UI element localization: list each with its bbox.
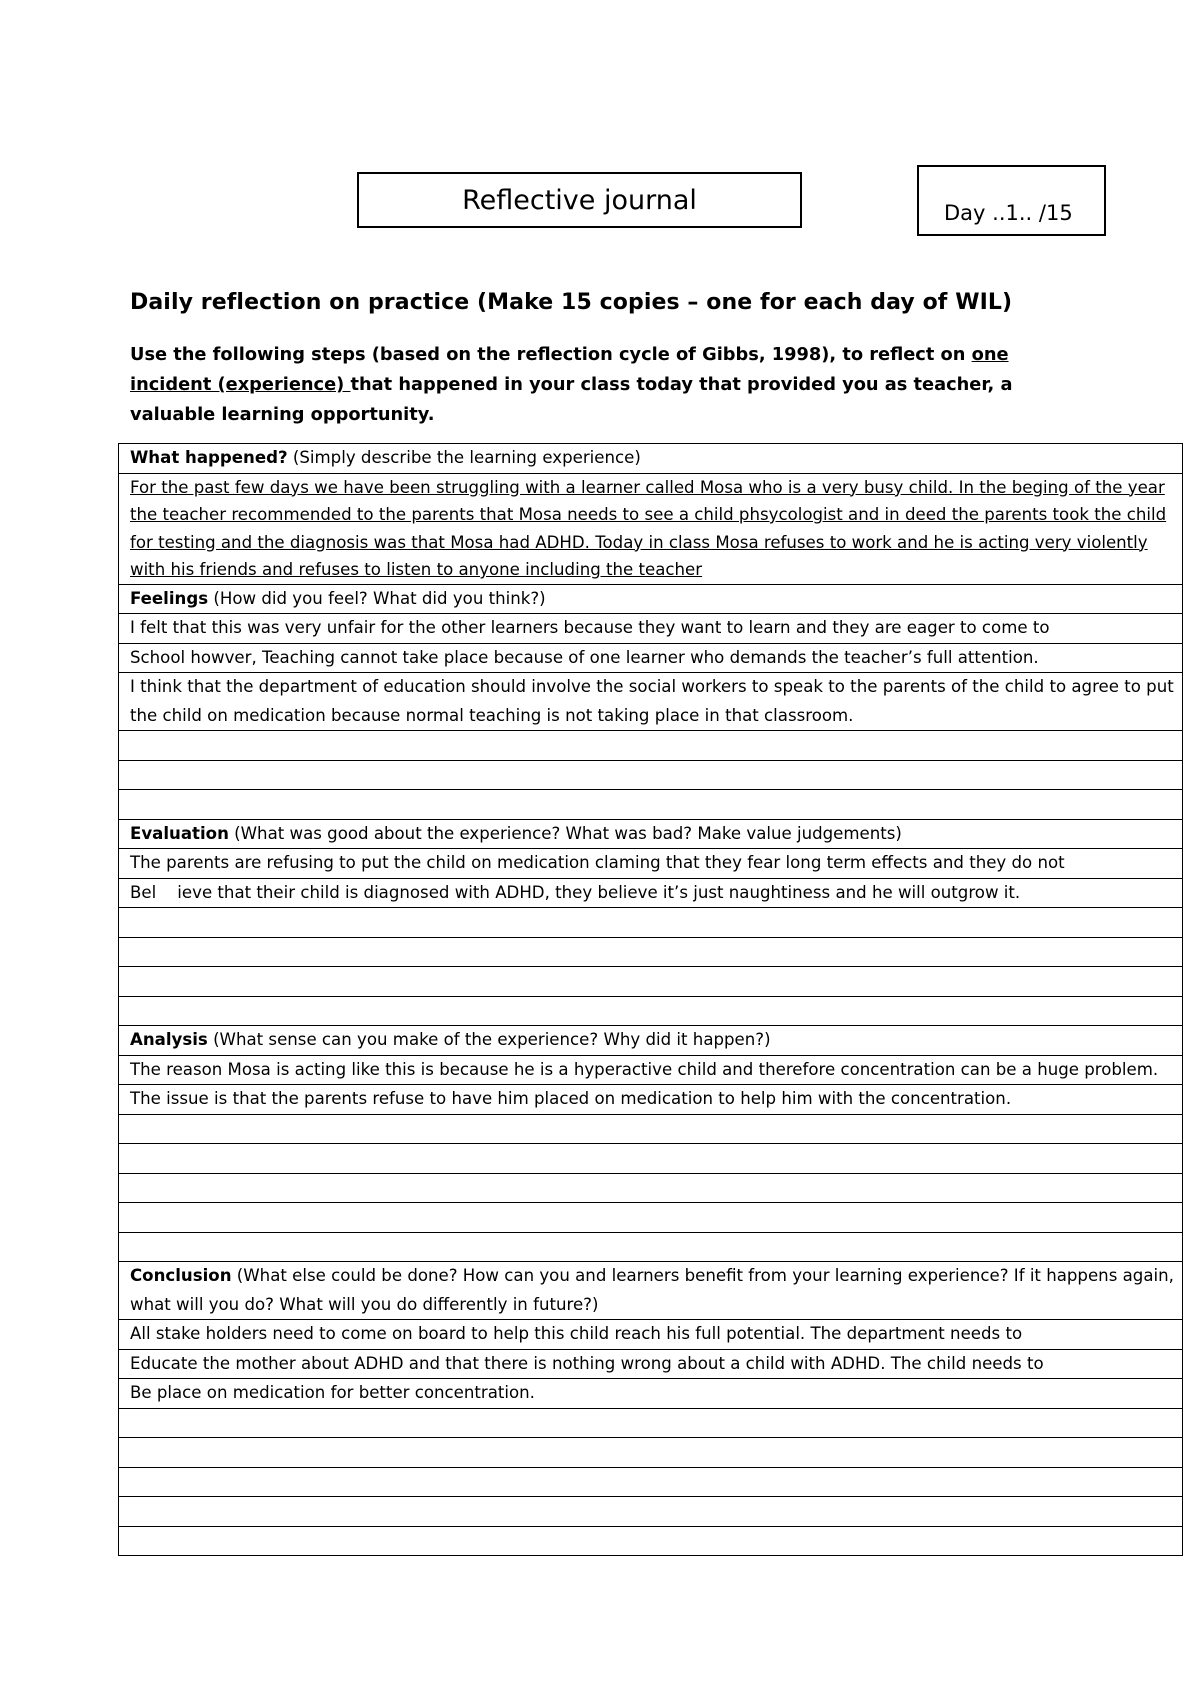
blank-line[interactable] — [119, 996, 1183, 1026]
feelings-line-1[interactable]: I felt that this was very unfair for the other learners because they want to learn and they are eager to come to — [119, 614, 1183, 644]
answer-row — [119, 473, 1183, 584]
what-happened-answer[interactable]: For the past few days we have been struggling with a learner called Mosa who is a very busy child. In the beging of the year the teacher recommended to the parents that Mosa needs to see a child phsycologist and in deed the parents took the child for testing and the diagnosis was that Mosa had ADHD. Today in class Mosa refuses to work and he is acting very violently with his friends and refuses to listen to anyone including the teacher — [119, 473, 1183, 584]
blank-line[interactable] — [119, 1203, 1183, 1233]
evaluation-header — [119, 819, 1183, 849]
conclusion-header — [119, 1262, 1183, 1320]
blank-row — [119, 790, 1183, 820]
section-header-row — [119, 444, 1183, 474]
feelings-prompt: (How did you feel? What did you think?) — [208, 588, 546, 608]
blank-line[interactable] — [119, 1144, 1183, 1174]
conclusion-line-2[interactable]: Educate the mother about ADHD and that there is nothing wrong about a child with ADHD. The child needs to — [119, 1349, 1183, 1379]
blank-line[interactable] — [119, 1232, 1183, 1262]
answer-row — [119, 849, 1183, 879]
analysis-prompt: (What sense can you make of the experience? Why did it happen?) — [207, 1030, 771, 1049]
blank-row — [119, 760, 1183, 790]
section-header-row — [119, 819, 1183, 849]
conclusion-prompt: (What else could be done? How can you and learners benefit from your learning experience? If it happens again, what will you do? What will you do differently in future?) — [130, 1266, 1174, 1314]
instructions-part-1: Use the following steps (based on the reflection cycle of Gibbs, 1998), to reflect on — [130, 344, 972, 365]
section-header-row — [119, 584, 1183, 614]
blank-row — [119, 1526, 1183, 1556]
blank-line[interactable] — [119, 1438, 1183, 1468]
what-happened-label: What happened? — [130, 448, 288, 467]
answer-row — [119, 1085, 1183, 1115]
blank-row — [119, 1438, 1183, 1468]
conclusion-label: Conclusion — [130, 1266, 232, 1285]
answer-row — [119, 614, 1183, 644]
day-counter: Day ..1.. /15 — [944, 201, 1073, 225]
evaluation-label: Evaluation — [130, 823, 229, 843]
blank-row — [119, 1408, 1183, 1438]
day-counter-box — [917, 165, 1106, 236]
analysis-line[interactable]: The issue is that the parents refuse to have him placed on medication to help him with the concentration. — [119, 1085, 1183, 1115]
analysis-label: Analysis — [130, 1030, 208, 1049]
conclusion-line-3[interactable]: Be place on medication for better concentration. — [119, 1379, 1183, 1409]
blank-line[interactable] — [119, 1526, 1183, 1556]
blank-row — [119, 908, 1183, 938]
blank-row — [119, 1203, 1183, 1233]
blank-line[interactable] — [119, 790, 1183, 820]
blank-row — [119, 967, 1183, 997]
reflection-table — [118, 443, 1183, 1556]
blank-row — [119, 1232, 1183, 1262]
feelings-header — [119, 584, 1183, 614]
blank-row — [119, 996, 1183, 1026]
answer-row — [119, 673, 1183, 731]
blank-line[interactable] — [119, 937, 1183, 967]
blank-line[interactable] — [119, 1467, 1183, 1497]
feelings-paragraph[interactable]: I think that the department of education should involve the social workers to speak to the parents of the child to agree to put the child on medication because normal teaching is not taking place in that classroom. — [119, 673, 1183, 731]
conclusion-line-1[interactable]: All stake holders need to come on board to help this child reach his full potential. The department needs to — [119, 1320, 1183, 1350]
blank-line[interactable] — [119, 1173, 1183, 1203]
blank-row — [119, 1173, 1183, 1203]
blank-row — [119, 1114, 1183, 1144]
what-happened-prompt: (Simply describe the learning experience) — [287, 448, 641, 467]
section-header-row — [119, 1026, 1183, 1056]
blank-line[interactable] — [119, 1497, 1183, 1527]
blank-line[interactable] — [119, 731, 1183, 761]
blank-line[interactable] — [119, 967, 1183, 997]
feelings-line-2[interactable]: School howver, Teaching cannot take place because of one learner who demands the teacher’s full attention. — [119, 643, 1183, 673]
evaluation-prompt: (What was good about the experience? What was bad? Make value judgements) — [228, 823, 902, 843]
journal-title-box — [357, 172, 802, 228]
instructions-part-2: that happened in your class today that provided you as teacher, a valuable learning opportunity. — [130, 374, 1013, 425]
blank-row — [119, 1144, 1183, 1174]
answer-row — [119, 1055, 1183, 1085]
instructions-underlined: one incident (experience) — [130, 344, 1009, 395]
blank-line[interactable] — [119, 908, 1183, 938]
blank-row — [119, 1497, 1183, 1527]
answer-row — [119, 1320, 1183, 1350]
evaluation-line-2[interactable]: Bel ieve that their child is diagnosed with ADHD, they believe it’s just naughtiness and he will outgrow it. — [119, 878, 1183, 908]
blank-row — [119, 1467, 1183, 1497]
page-heading: Daily reflection on practice (Make 15 copies – one for each day of WIL) — [130, 290, 1013, 315]
blank-row — [119, 731, 1183, 761]
section-header-row — [119, 1262, 1183, 1320]
blank-line[interactable] — [119, 1114, 1183, 1144]
what-happened-header — [119, 444, 1183, 474]
blank-row — [119, 937, 1183, 967]
journal-title: Reflective journal — [462, 184, 697, 216]
answer-row — [119, 643, 1183, 673]
answer-row — [119, 1379, 1183, 1409]
answer-row — [119, 1349, 1183, 1379]
analysis-paragraph[interactable]: The reason Mosa is acting like this is because he is a hyperactive child and therefore concentration can be a huge problem. — [119, 1055, 1183, 1085]
analysis-header — [119, 1026, 1183, 1056]
blank-line[interactable] — [119, 760, 1183, 790]
instructions-paragraph — [130, 340, 1070, 430]
answer-row — [119, 878, 1183, 908]
evaluation-line-1[interactable]: The parents are refusing to put the child on medication claming that they fear long term effects and they do not — [119, 849, 1183, 879]
feelings-label: Feelings — [130, 588, 209, 608]
blank-line[interactable] — [119, 1408, 1183, 1438]
